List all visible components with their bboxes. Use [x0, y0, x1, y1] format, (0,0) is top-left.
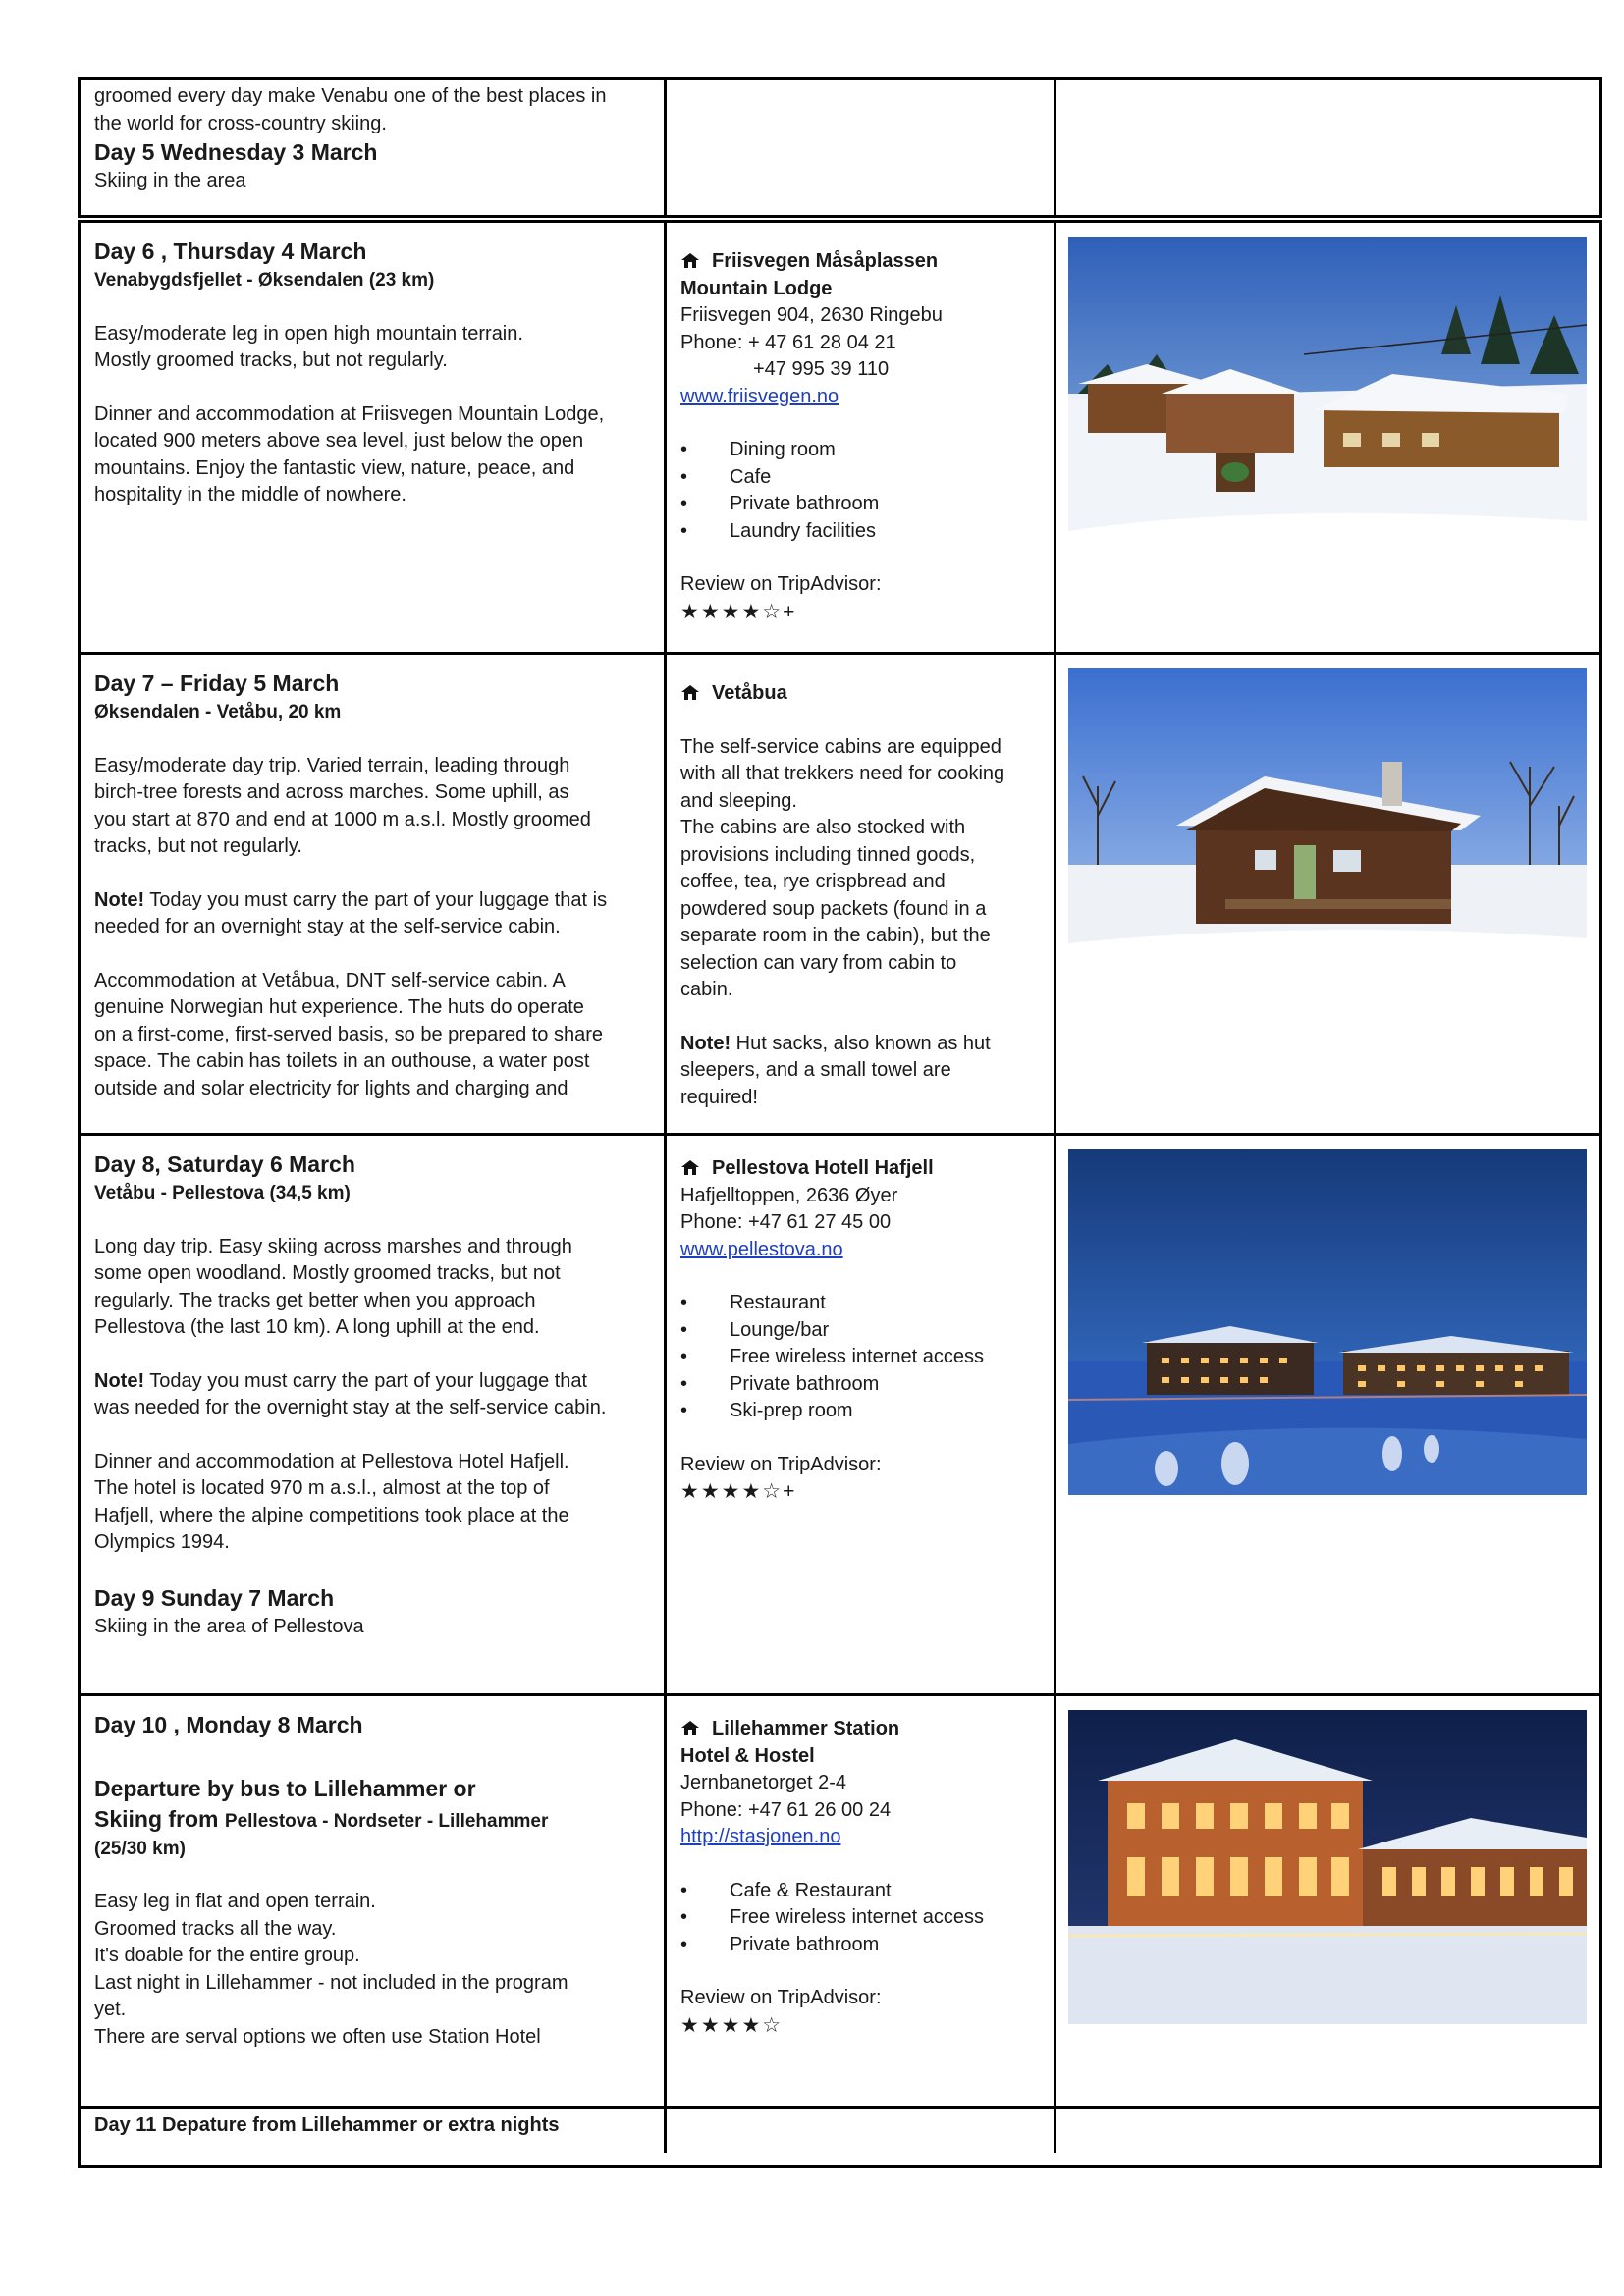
house-icon — [680, 1719, 700, 1736]
day7-text-cell — [81, 655, 664, 1133]
day10-phone: Phone: +47 61 26 00 24 — [680, 1798, 892, 1821]
day8-text-line: regularly. The tracks get better when you approach — [94, 1289, 536, 1311]
feature-item: • Lounge/bar — [680, 1317, 1040, 1345]
intro-line: the world for cross-country skiing. — [94, 112, 387, 134]
day6-photo-cell — [1054, 223, 1599, 652]
day7-photo-cell — [1054, 655, 1599, 1133]
day10-review-label: Review on TripAdvisor: — [680, 1987, 882, 2008]
day7-text-line: Accommodation at Vetåbua, DNT self-service cabin. A — [94, 969, 566, 991]
day10-departure-line: Departure by bus to Lillehammer or — [94, 1776, 476, 1801]
day8-features — [680, 1290, 1040, 1425]
note-label: Note! — [94, 1369, 145, 1392]
day8-text-line: Long day trip. Easy skiing across marshes and through — [94, 1235, 572, 1257]
day6-title: Day 6 , Thursday 4 March — [94, 239, 367, 264]
day8-text-line: some open woodland. Mostly groomed tracks, but not — [94, 1262, 561, 1284]
day10-text-line: It's doable for the entire group. — [94, 1945, 360, 1966]
day5-row — [81, 80, 1599, 215]
day7-lodge-cell — [664, 655, 1054, 1133]
day10-lodge-cell — [664, 1696, 1054, 2106]
day10-text-line: yet. — [94, 1999, 127, 2020]
day7-note2-line: Note! Hut sacks, also known as hut — [680, 1032, 991, 1054]
day6-text-line: located 900 meters above sea level, just below the open — [94, 430, 584, 452]
day10-text-line: Easy leg in flat and open terrain. — [94, 1891, 376, 1912]
day11-text-cell — [81, 2109, 664, 2153]
day11-photo-cell — [1054, 2109, 1599, 2153]
feature-item: • Laundry facilities — [680, 518, 1040, 546]
day8-star-rating: ★★★★☆+ — [680, 1480, 797, 1503]
itinerary-table-main — [78, 220, 1602, 2168]
day6-lodge-cell — [664, 223, 1054, 652]
day10-row — [81, 1693, 1599, 2106]
day6-lodge-name: Friisvegen Måsåplassen — [680, 248, 1040, 276]
note-label: Note! — [94, 888, 145, 911]
feature-item: • Ski-prep room — [680, 1398, 1040, 1425]
day10-text-line: Groomed tracks all the way. — [94, 1917, 337, 1940]
day8-text-line: The hotel is located 970 m a.s.l., almost at the top of — [94, 1477, 550, 1499]
day7-cabin-line: separate room in the cabin), but the — [680, 925, 991, 946]
day10-star-rating: ★★★★☆ — [680, 2013, 784, 2037]
feature-item: • Dining room — [680, 437, 1040, 464]
day7-text-line: outside and solar electricity for lights and charging and — [94, 1077, 568, 1099]
feature-item: • Cafe — [680, 464, 1040, 492]
day6-text-line: Dinner and accommodation at Friisvegen Mountain Lodge, — [94, 402, 605, 425]
day6-star-rating: ★★★★☆+ — [680, 600, 797, 623]
day6-lodge-name-2: Mountain Lodge — [680, 277, 833, 299]
day10-text-cell — [81, 1696, 664, 2106]
lillehammer-station-photo — [1068, 1710, 1587, 2024]
day7-cabin-line: The self-service cabins are equipped — [680, 735, 1001, 758]
house-icon — [680, 1158, 700, 1176]
day7-row — [81, 652, 1599, 1133]
day7-note-line: Note! Today you must carry the part of your luggage that is — [94, 888, 608, 911]
vetabua-cabin-photo — [1068, 668, 1587, 1014]
day7-cabin-line: powdered soup packets (found in a — [680, 897, 987, 920]
day10-features — [680, 1878, 1040, 1959]
intro-line: groomed every day make Venabu one of the best places in — [94, 85, 607, 107]
day6-text-line: mountains. Enjoy the fantastic view, nature, peace, and — [94, 456, 575, 479]
day7-cabin-line: and sleeping. — [680, 789, 797, 812]
day6-row — [81, 223, 1599, 652]
day7-note-line: needed for an overnight stay at the self-service cabin. — [94, 916, 561, 937]
day8-note-line: was needed for the overnight stay at the self-service cabin. — [94, 1397, 607, 1418]
day6-text-line: Mostly groomed tracks, but not regularly. — [94, 349, 448, 371]
day6-phone-2: +47 995 39 110 — [753, 358, 890, 380]
house-icon — [680, 251, 700, 269]
day8-text-cell — [81, 1136, 664, 1693]
day6-address: Friisvegen 904, 2630 Ringebu — [680, 304, 943, 326]
day5-desc: Skiing in the area — [94, 170, 246, 191]
day8-route: Vetåbu - Pellestova (34,5 km) — [94, 1183, 351, 1203]
day10-address: Jernbanetorget 2-4 — [680, 1772, 847, 1793]
day7-text-line: on a first-come, first-served basis, so be prepared to share — [94, 1023, 604, 1045]
day6-website-link[interactable]: www.friisvegen.no — [680, 385, 839, 407]
day7-text-line: genuine Norwegian hut experience. The huts do operate — [94, 996, 584, 1018]
day8-title: Day 8, Saturday 6 March — [94, 1151, 355, 1177]
day7-text-line: tracks, but not regularly. — [94, 835, 302, 857]
day8-lodge-name: Pellestova Hotell Hafjell — [680, 1155, 1040, 1183]
day5-lodge-cell — [664, 80, 1054, 215]
day6-text-line: Easy/moderate leg in open high mountain terrain. — [94, 322, 523, 345]
feature-item: • Free wireless internet access — [680, 1344, 1040, 1371]
day5-title: Day 5 Wednesday 3 March — [94, 139, 378, 165]
friisvegen-lodge-photo — [1068, 237, 1587, 582]
day7-note2-line: required! — [680, 1086, 758, 1108]
day8-review-label: Review on TripAdvisor: — [680, 1453, 882, 1475]
day10-distance: (25/30 km) — [94, 1838, 186, 1859]
day6-text-cell — [81, 223, 664, 652]
day7-text-line: you start at 870 and end at 1000 m a.s.l. Mostly groomed — [94, 808, 591, 830]
day6-features — [680, 437, 1040, 545]
day5-text-cell — [81, 80, 664, 215]
day10-skiing-line: Skiing from Pellestova - Nordseter - Lillehammer — [94, 1806, 549, 1832]
day10-lodge-name: Lillehammer Station — [680, 1716, 1040, 1743]
day11-row — [81, 2106, 1599, 2153]
day10-lodge-name-2: Hotel & Hostel — [680, 1744, 815, 1767]
day7-text-line: space. The cabin has toilets in an outhouse, a water post — [94, 1050, 590, 1072]
day8-text-line: Dinner and accommodation at Pellestova Hotel Hafjell. — [94, 1450, 569, 1472]
feature-item: • Private bathroom — [680, 491, 1040, 518]
day8-lodge-cell — [664, 1136, 1054, 1693]
feature-item: • Free wireless internet access — [680, 1904, 1040, 1932]
itinerary-table-top — [78, 77, 1602, 218]
day6-route: Venabygdsfjellet - Øksendalen (23 km) — [94, 270, 435, 291]
pellestova-hotel-photo — [1068, 1149, 1587, 1495]
day8-text-line: Olympics 1994. — [94, 1531, 230, 1553]
day10-text-line: There are serval options we often use Station Hotel — [94, 2025, 541, 2048]
day8-text-line: Hafjell, where the alpine competitions took place at the — [94, 1504, 569, 1526]
day7-cabin-line: selection can vary from cabin to — [680, 951, 957, 974]
feature-item: • Private bathroom — [680, 1371, 1040, 1399]
feature-item: • Private bathroom — [680, 1932, 1040, 1959]
day8-photo-cell — [1054, 1136, 1599, 1693]
day9-desc: Skiing in the area of Pellestova — [94, 1615, 364, 1637]
day8-note-line: Note! Today you must carry the part of your luggage that — [94, 1369, 588, 1392]
day7-cabin-line: with all that trekkers need for cooking — [680, 763, 1005, 784]
day7-cabin-line: coffee, tea, rye crispbread and — [680, 871, 946, 892]
day7-cabin-line: The cabins are also stocked with — [680, 817, 966, 838]
day9-title: Day 9 Sunday 7 March — [94, 1584, 335, 1611]
day10-website-link[interactable]: http://stasjonen.no — [680, 1826, 841, 1847]
day8-text-line: Pellestova (the last 10 km). A long uphill at the end. — [94, 1316, 540, 1338]
day7-route: Øksendalen - Vetåbu, 20 km — [94, 702, 342, 722]
day7-text-line: Easy/moderate day trip. Varied terrain, leading through — [94, 754, 570, 776]
note-label: Note! — [680, 1032, 731, 1054]
day11-title: Day 11 Depature from Lillehammer or extra nights — [94, 2114, 560, 2136]
day7-cabin-line: cabin. — [680, 979, 733, 1000]
day10-photo-cell — [1054, 1696, 1599, 2106]
day8-website-link[interactable]: www.pellestova.no — [680, 1238, 843, 1260]
day6-review-label: Review on TripAdvisor: — [680, 573, 882, 595]
day7-title: Day 7 – Friday 5 March — [94, 670, 340, 696]
house-icon — [680, 683, 700, 701]
day7-cabin-line: provisions including tinned goods, — [680, 843, 976, 866]
day8-address: Hafjelltoppen, 2636 Øyer — [680, 1184, 898, 1206]
day7-text-line: birch-tree forests and across marches. Some uphill, as — [94, 781, 569, 803]
day6-text-line: hospitality in the middle of nowhere. — [94, 484, 406, 506]
day7-note2-line: sleepers, and a small towel are — [680, 1059, 951, 1081]
feature-item: • Cafe & Restaurant — [680, 1878, 1040, 1905]
day5-photo-cell — [1054, 80, 1599, 215]
feature-item: • Restaurant — [680, 1290, 1040, 1317]
day6-phone: Phone: + 47 61 28 04 21 — [680, 331, 896, 353]
day10-text-line: Last night in Lillehammer - not included in the program — [94, 1971, 568, 1994]
day11-lodge-cell — [664, 2109, 1054, 2153]
day10-title: Day 10 , Monday 8 March — [94, 1712, 363, 1737]
day8-row — [81, 1133, 1599, 1693]
day7-lodge-name: Vetåbua — [680, 680, 1040, 708]
day8-phone: Phone: +47 61 27 45 00 — [680, 1211, 892, 1233]
